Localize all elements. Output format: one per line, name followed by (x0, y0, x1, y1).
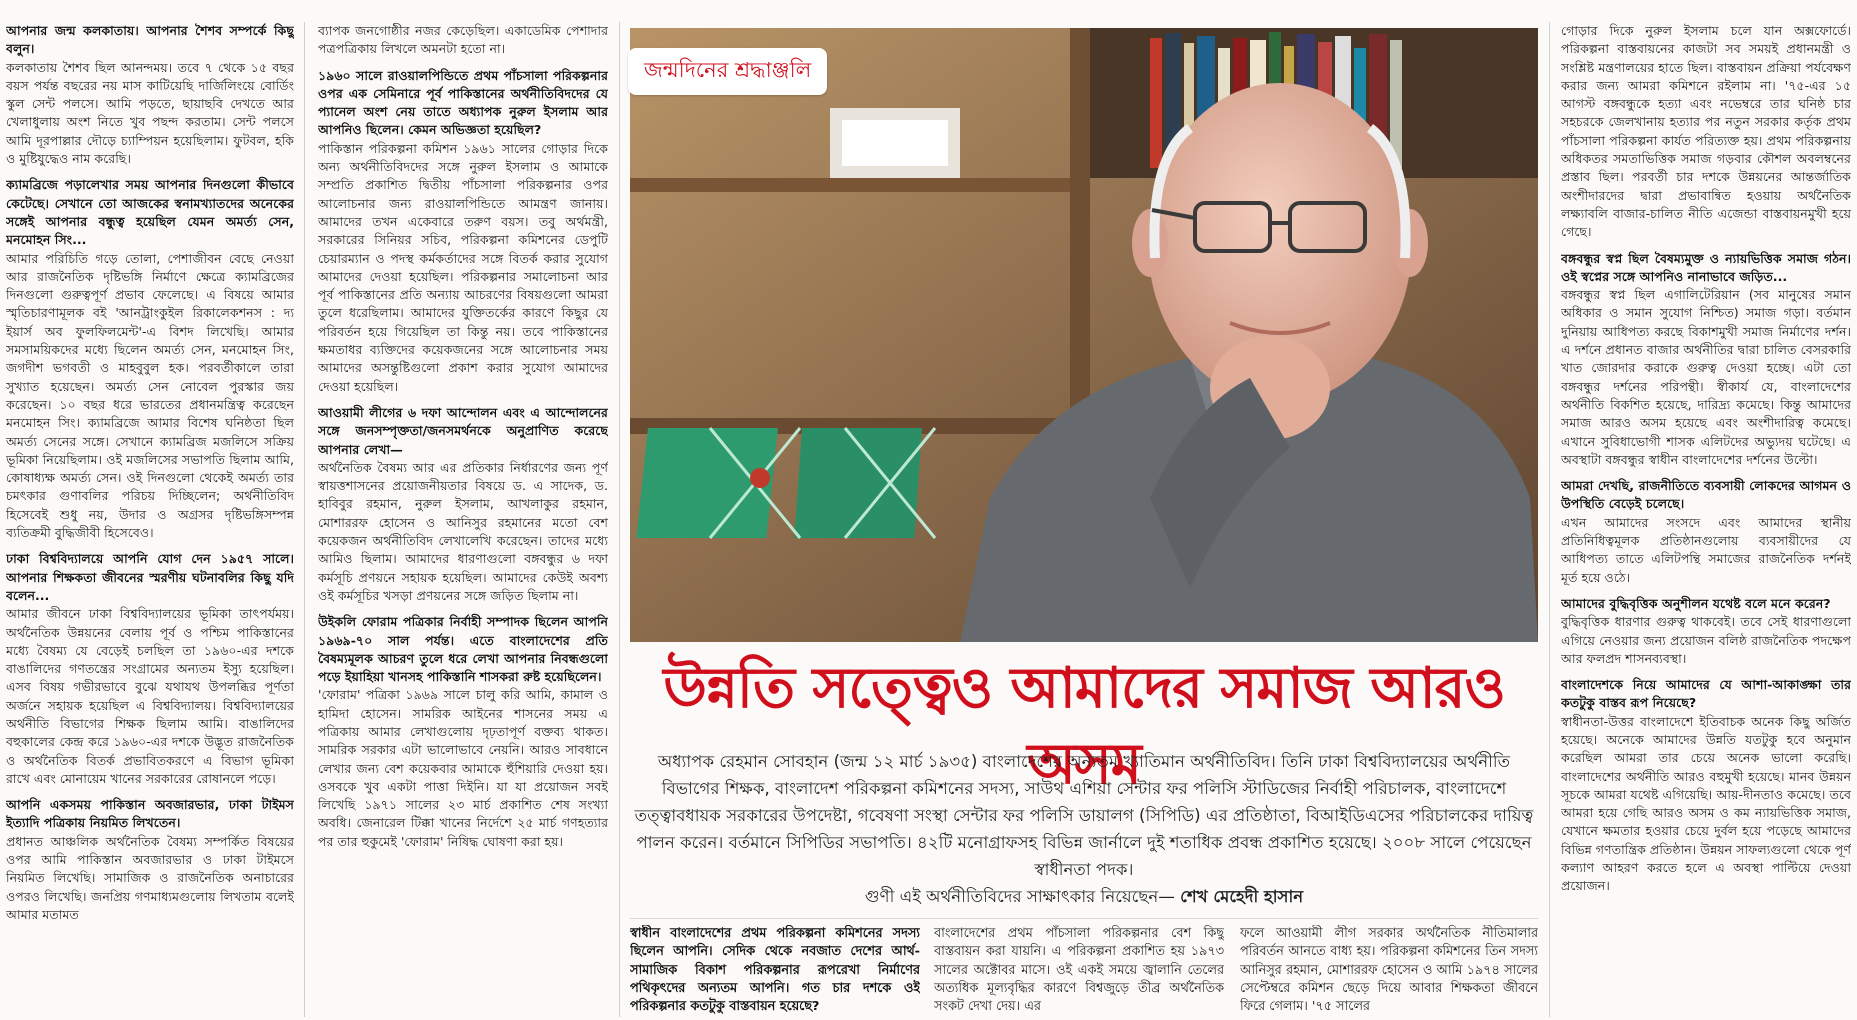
question: বঙ্গবন্ধুর স্বপ্ন ছিল বৈষম্যমুক্ত ও ন্যায়ভিত্তিক সমাজ গঠন। ওই স্বপ্নের সঙ্গে আপনিও নানাভাবে জড়িত... (1561, 250, 1851, 284)
qa-block (6, 550, 294, 788)
section-divider (630, 918, 1538, 919)
column-divider (619, 22, 620, 1017)
qa-block (318, 67, 608, 396)
qa-block (1561, 595, 1851, 668)
question: স্বাধীন বাংলাদেশের প্রথম পরিকল্পনা কমিশনের সদস্য ছিলেন আপনি। সেদিক থেকে নবজাত দেশের আর্থ-সামাজিক বিকাশ পরিকল্পনার রূপরেখা নির্মাণের পথিকৃৎদের অন্যতম আপনি। গত চার দশকে ওই পরিকল্পনার কতটুকু বাস্তবায়ন হয়েছে? (630, 926, 920, 1015)
question: ঢাকা বিশ্ববিদ্যালয়ে আপনি যোগ দেন ১৯৫৭ সালে। আপনার শিক্ষকতা জীবনের স্মরণীয় ঘটনাবলির কিছু যদি বলেন... (6, 551, 294, 603)
question: ক্যামব্রিজে পড়ালেখার সময় আপনার দিনগুলো কীভাবে কেটেছে। সেখানে তো আজকের স্বনামখ্যাতদের অনেকের সঙ্গেই আপনার বন্ধুত্ব হয়েছিল যেমন অমর্ত্য সেন, মনমোহন সিং... (6, 177, 294, 248)
answer: ফলে আওয়ামী লীগ সরকার অর্থনৈতিক নীতিমালার পরিবর্তন আনতে বাধ্য হয়। পরিকল্পনা কমিশনের তিন সদস্য আনিসুর রহমান, মোশাররফ হোসেন ও আমি ১৯৭৪ সালের সেপ্টেম্বরে কমিশন ছেড়ে দিয়ে আবার শিক্ষকতা জীবনে ফিরে গেলাম। '৭৫ সালের (1240, 926, 1538, 1015)
answer: পাকিস্তান পরিকল্পনা কমিশন ১৯৬১ সালের গোড়ার দিকে অন্য অর্থনীতিবিদদের সঙ্গে নুরুল ইসলাম ও আমাকে সম্প্রতি প্রকাশিত দ্বিতীয় পাঁচসালা পরিকল্পনার ওপর আলোচনার জন্য রাওয়ালপিন্ডিতে আমন্ত্রণ জানায়। আমাদের তখন একেবারে তরুণ বয়স। তবু অর্থমন্ত্রী, সরকারের সিনিয়র সচিব, পরিকল্পনা কমিশনের ডেপুটি চেয়ারম্যান ও পদস্থ কর্মকর্তাদের সঙ্গে বিতর্ক করার সুযোগ আমাদের দেওয়া হয়েছিল। পরিকল্পনার সমালোচনা আর পূর্ব পাকিস্তানের প্রতি অন্যায় আচরণের বিষয়গুলো আমরা তুলে ধরেছিলাম। আমাদের যুক্তিতর্কের কারণে কিছুর যে পরিবর্তন হয়ে গিয়েছিল তা কিন্তু নয়। তবে পাকিস্তানের ক্ষমতাধর ব্যক্তিদের কয়েকজনের সঙ্গে আলোচনার সময় আমাদের অসন্তুষ্টিগুলো প্রকাশ করার সুযোগ আমাদের দেওয়া হয়েছিল। (318, 140, 608, 394)
column-divider (304, 22, 305, 1017)
answer: কলকাতায় শৈশব ছিল আনন্দময়। তবে ৭ থেকে ১৫ বছর বয়স পর্যন্ত বছরের নয় মাস কাটিয়েছি দার্জিলিংয়ে বোর্ডিং স্কুল সেন্ট পলসে। আমি পড়তে, ছায়াছবি দেখতে আর খেলাধুলায় অংশ নিতে খুব পছন্দ করতাম। সেন্ট পলসে আমি দূরপাল্লার দৌড়ে চ্যাম্পিয়ন হয়েছিলাম। ফুটবল, হকি ও মুষ্টিযুদ্ধেও নাম করেছি। (6, 59, 294, 167)
question: বাংলাদেশকে নিয়ে আমাদের যে আশা-আকাঙ্ক্ষা তার কতটুকু বাস্তব রূপ নিয়েছে? (1561, 677, 1851, 711)
qa-block (318, 404, 608, 605)
question: আমরা দেখছি, রাজনীতিতে ব্যবসায়ী লোকদের আগমন ও উপস্থিতি বেড়েই চলেছে। (1561, 478, 1851, 512)
qa-block (1561, 676, 1851, 896)
answer: প্রধানত আঞ্চলিক অর্থনৈতিক বৈষম্য সম্পর্কিত বিষয়ের ওপর আমি পাকিস্তান অবজারভার ও ঢাকা টাইমসে নিয়মিত লিখেছি। সামাজিক ও রাজনৈতিক অনাচারের ওপরও লিখেছি। জনপ্রিয় গণমাধ্যমগুলোয় লিখতাম বলেই আমার মতামত (6, 833, 294, 922)
column-divider (1549, 22, 1550, 1017)
byline-name: শেখ মেহেদী হাসান (1180, 887, 1304, 906)
question: আপনার জন্ম কলকাতায়। আপনার শৈশব সম্পর্কে কিছু বলুন। (6, 23, 294, 57)
portrait-photo (630, 28, 1538, 642)
intro-paragraph (630, 748, 1538, 910)
qa-block (6, 176, 294, 542)
question: আপনি একসময় পাকিস্তান অবজারভার, ঢাকা টাইমস ইত্যাদি পত্রিকায় নিয়মিত লিখতেন। (6, 797, 294, 831)
answer: ব্যাপক জনগোষ্ঠীর নজর কেড়েছিল। একাডেমিক পেশাদার পত্রপত্রিকায় লিখলে অমনটা হতো না। (318, 23, 608, 57)
answer: গোড়ার দিকে নুরুল ইসলাম চলে যান অক্সফোর্ডে। পরিকল্পনা বাস্তবায়নের কাজটা সব সময়ই প্রধানমন্ত্রী ও সংশ্লিষ্ট মন্ত্রণালয়ের হাতে ছিল। বাস্তবায়ন প্রক্রিয়া পর্যবেক্ষণ করার জন্য আমরা কমিশনে রইলাম না। '৭৫-এর ১৫ আগস্ট বঙ্গবন্ধুকে হত্যা এবং নভেম্বরে তার ঘনিষ্ঠ চার সহচরকে জেলখানায় হত্যার পর নতুন সরকার কর্তৃক প্রথম পাঁচসালা পরিকল্পনা কার্যত পরিত্যক্ত হয়। প্রথম পরিকল্পনায় অধিকতর সমতাভিত্তিক সমাজ গড়বার কৌশল অবলম্বনের প্রস্তাব ছিল। পরবর্তী চার দশকে উন্নয়নের আন্তর্জাতিক অংশীদারদের দ্বারা প্রভাবান্বিত হওয়ায় অর্থনৈতিক লক্ষ্যাবলি বাজার-চালিত নীতি এজেন্ডা বাস্তবায়নমুখী হয়ে গেছে। (1561, 23, 1851, 240)
answer: বুদ্ধিবৃত্তিক ধারণার গুরুত্ব থাকবেই। তবে সেই ধারণাগুলো এগিয়ে নেওয়ার জন্য প্রয়োজন বলিষ্ঠ রাজনৈতিক পদক্ষেপ আর ফলপ্রদ শাসনব্যবস্থা। (1561, 614, 1851, 666)
column-1 (6, 22, 294, 1017)
question: আমাদের বুদ্ধিবৃত্তিক অনুশীলন যথেষ্ট বলে মনে করেন? (1561, 595, 1831, 611)
qa-block (6, 796, 294, 924)
column-3 (1561, 22, 1851, 1017)
qa-block (318, 613, 608, 851)
qa-block (6, 22, 294, 168)
bottom-answer-3 (1240, 925, 1538, 1020)
answer: এখন আমাদের সংসদে এবং আমাদের স্থানীয় প্রতিনিধিত্বমূলক প্রতিষ্ঠানগুলোয় ব্যবসায়ীদের যে আধিপত্য তাতে এলিটপন্থি সমাজের রাজনৈতিক দর্শনই মূর্ত হয়ে ওঠে। (1561, 514, 1851, 585)
answer: স্বাধীনতা-উত্তর বাংলাদেশে ইতিবাচক অনেক কিছু অর্জিত হয়েছে। অনেকে আমাদের উন্নতি যতটুকু হবে অনুমান করেছিল আমরা তার চেয়ে অনেক ভালো করেছি। বাংলাদেশের অর্থনীতি আরও বহুমুখী হয়েছে। মানব উন্নয়ন সূচকে আমরা যথেষ্ট এগিয়েছি। আয়-দীনতাও কমেছে। তবে আমরা হয়ে গেছি আরও অসম ও কম ন্যায়ভিত্তিক সমাজ, যেখানে ক্ষমতার হওয়ার চেয়ে দুর্বল হয়ে পড়েছে আমাদের বিভিন্ন গণতান্ত্রিক প্রতিষ্ঠান। উন্নয়ন সাফল্যগুলো থেকে পূর্ণ কল্যাণ আহরণ করতে হলে এ অবস্থা পাল্টিয়ে দেওয়া প্রয়োজন। (1561, 713, 1851, 894)
answer: আমার পরিচিতি গড়ে তোলা, পেশাজীবন বেছে নেওয়া আর রাজনৈতিক দৃষ্টিভঙ্গি নির্মাণে ক্ষেত্রে ক্যামব্রিজের দিনগুলো গুরুত্বপূর্ণ প্রভাব ফেলেছে। এ বিষয়ে আমার স্মৃতিচারণামূলক বই 'আনট্রাংকুইল রিকালেকশনস : দ্য ইয়ার্স অব ফুলফিলমেন্ট'-এ বিশদ লিখেছি। আমার সমসাময়িকদের মধ্যে ছিলেন অমর্ত্য সেন, মনমোহন সিং, জগদীশ ভগবতী ও মাহবুবুল হক। পরবর্তীকালে তারা সুখ্যাত হয়েছেন। অমর্ত্য সেন নোবেল পুরস্কার জয় করেছেন। ১০ বছর ধরে ভারতের প্রধানমন্ত্রিত্ব করেছেন মনমোহন সিং। ক্যামব্রিজে আমার বিশেষ ঘনিষ্ঠতা ছিল অমর্ত্য সেনের সঙ্গে। সেখানে ক্যামব্রিজ মজলিসে সক্রিয় ভূমিকা নিয়েছিলাম। ওই মজলিসের সভাপতি ছিলাম আমি, কোষাধ্যক্ষ অমর্ত্য সেন। ওই দিনগুলো থেকেই অমর্ত্য তার চমৎকার গুণাবলির পরিচয় দিচ্ছিলেন; অর্থনীতিবিদ হিসেবেই শুধু নয়, উদার ও অগ্রসর দৃষ্টিভঙ্গিসম্পন্ন ব্যতিক্রমী বুদ্ধিজীবী হিসেবেও। (6, 250, 294, 541)
answer: আমার জীবনে ঢাকা বিশ্ববিদ্যালয়ের ভূমিকা তাৎপর্যময়। অর্থনৈতিক উন্নয়নের বেলায় পূর্ব ও পশ্চিম পাকিস্তানের মধ্যে বৈষম্য যে বেড়েই চলছিল তা ১৯৬০-এর দশকে বাঙালিদের গণতন্ত্রের সংগ্রামের অন্যতম ইস্যু হয়েছিল। এসব বিষয় গভীরভাবে বুঝে যথাযথ উপলব্ধির পূর্ণতা অর্জনে সহায়ক হয়েছিল এ বিশ্ববিদ্যালয়। বিশ্ববিদ্যালয়ের অর্থনীতি বিভাগের শিক্ষক ছিলাম আমি। বাঙালিদের বহুকালের কেন্দ্র করে ১৯৬০-এর দশকে উদ্ভূত রাজনৈতিক ও অর্থনৈতিক বিতর্ক প্রভাবিতকরণে এ বিভাগ ভূমিকা রাখে এবং মোনায়েম খানের সরকারের রোষানলে পড়ে। (6, 606, 294, 786)
qa-block (1561, 477, 1851, 587)
answer: 'ফোরাম' পত্রিকা ১৯৬৯ সালে চালু করি আমি, কামাল ও হামিদা হোসেন। সামরিক আইনের শাসনের সময় এ পত্রিকায় আমার লেখাগুলোয় দৃঢ়তাপূর্ণ বক্তব্য থাকত। সামরিক সরকার এটা ভালোভাবে নেয়নি। আরও সাবধানে লেখার জন্য বেশ কয়েকবার আমাকে হুঁশিয়ারি দেওয়া হয়। ওসবকে খুব একটা পাত্তা দিইনি। যা যা প্রয়োজন সবই লিখেছি ১৯৭১ সালের ২৩ মার্চ প্রকাশিত শেষ সংখ্যা অবধি। জেনারেল টিক্কা খানের নির্দেশে ২৫ মার্চ গণহত্যার পর তার হুকুমেই 'ফোরাম' নিষিদ্ধ ঘোষণা করা হয়। (318, 687, 608, 849)
qa-block (1561, 22, 1851, 242)
answer: বঙ্গবন্ধুর স্বপ্ন ছিল এগালিটেরিয়ান (সব মানুষের সমান অধিকার ও সমান সুযোগ নিশ্চিত) সমাজ গড়া। বর্তমান দুনিয়ায় আধিপত্য করছে বিকাশমুখী সমাজ নির্মাণের দর্শন। এ দর্শনে প্রধানত বাজার অর্থনীতির দ্বারা চালিত বেসরকারি খাত জোরদার করাকে গুরুত্ব দেওয়া হচ্ছে। এটা তো বঙ্গবন্ধুর দর্শনের পরিপন্থী। স্বীকার্য যে, বাংলাদেশের অর্থনীতি বিকশিত হয়েছে, দারিদ্র্য কমেছে। কিন্তু আমাদের সমাজ আরও অসম হয়েছে এবং অংশীদারিত্ব কমেছে। এখানে সুবিধাভোগী শাসক এলিটদের অভ্যুদয় ঘটেছে। এ অবস্থাটা বঙ্গবন্ধুর স্বাধীন বাংলাদেশের দর্শনের উল্টো। (1561, 287, 1851, 467)
bottom-question-1 (630, 925, 920, 1020)
intro-text: অধ্যাপক রেহমান সোবহান (জন্ম ১২ মার্চ ১৯৩৫) বাংলাদেশের অন্যতম খ্যাতিমান অর্থনীতিবিদ। তিনি ঢাকা বিশ্ববিদ্যালয়ের অর্থনীতি বিভাগের শিক্ষক, বাংলাদেশ পরিকল্পনা কমিশনের সদস্য, সাউথ এশিয়া সেন্টার ফর পলিসি স্টাডিজের নির্বাহী পরিচালক, বাংলাদেশে তত্ত্বাবধায়ক সরকারের উপদেষ্টা, গবেষণা সংস্থা সেন্টার ফর পলিসি ডায়ালগ (সিপিডি) এর প্রতিষ্ঠাতা, বিআইডিএসের পরিচালকের দায়িত্ব পালন করেন। বর্তমানে সিপিডির সভাপতি। ৪২টি মনোগ্রাফসহ বিভিন্ন জার্নালে দুই শতাধিক প্রবন্ধ প্রকাশিত হয়েছে। ২০০৮ সালে পেয়েছেন স্বাধীনতা পদক। (634, 752, 1534, 879)
question: ১৯৬০ সালে রাওয়ালপিন্ডিতে প্রথম পাঁচসালা পরিকল্পনার ওপর এক সেমিনারে পূর্ব পাকিস্তানের অর্থনীতিবিদদের যে প্যানেল অংশ নেয় তাতে অধ্যাপক নুরুল ইসলাম আর আপনিও ছিলেন। কেমন অভিজ্ঞতা হয়েছিল? (318, 67, 608, 138)
answer: অর্থনৈতিক বৈষম্য আর এর প্রতিকার নির্ধারণের জন্য পূর্ণ স্বায়ত্তশাসনের প্রয়োজনীয়তার বিষয়ে ড. এ সাদেক, ড. হাবিবুর রহমান, নুরুল ইসলাম, আখলাকুর রহমান, মোশাররফ হোসেন ও আনিসুর রহমানের মতো বেশ কয়েকজন অর্থনীতিবিদ লেখালেখি করেছেন। তাদের মধ্যে আমিও ছিলাম। আমাদের ধারণাগুলো বঙ্গবন্ধুর ৬ দফা কর্মসূচি প্রণয়নে সহায়ক হয়েছিল। আমাদের কেউই অবশ্য ওই কর্মসূচির খসড়া প্রণয়নের সঙ্গে জড়িত ছিলাম না। (318, 459, 608, 603)
qa-block (1561, 250, 1851, 470)
question: আওয়ামী লীগের ৬ দফা আন্দোলন এবং এ আন্দোলনের সঙ্গে জনসম্পৃক্ততা/জনসমর্থনকে অনুপ্রাণিত করেছে আপনার লেখা— (318, 404, 608, 457)
byline-lead: গুণী এই অর্থনীতিবিদের সাক্ষাৎকার নিয়েছেন— (864, 887, 1175, 906)
section-tag: জন্মদিনের শ্রদ্ধাঞ্জলি (628, 48, 827, 95)
qa-block (318, 22, 608, 59)
column-2 (318, 22, 608, 1017)
question: উইকলি ফোরাম পত্রিকার নির্বাহী সম্পাদক ছিলেন আপনি ১৯৬৯-৭০ সাল পর্যন্ত। এতে বাংলাদেশের প্রতি বৈষম্যমূলক আচরণ তুলে ধরে লেখা আপনার নিবন্ধগুলো পড়ে ইয়াহিয়া খানসহ পাকিস্তানি শাসকরা রুষ্ট হয়েছিলেন। (318, 614, 608, 685)
bottom-answer-2 (934, 925, 1224, 1020)
answer: বাংলাদেশের প্রথম পাঁচসালা পরিকল্পনার বেশ কিছু বাস্তবায়ন করা যায়নি। এ পরিকল্পনা প্রকাশিত হয় ১৯৭৩ সালের অক্টোবর মাসে। ওই একই সময়ে জ্বালানি তেলের অত্যধিক মূল্যবৃদ্ধির কারণে বিশ্বজুড়ে তীব্র অর্থনৈতিক সংকট দেখা দেয়। এর (934, 926, 1224, 1015)
headline: উন্নতি সত্ত্বেও আমাদের সমাজ আরও অসম (663, 655, 1505, 797)
